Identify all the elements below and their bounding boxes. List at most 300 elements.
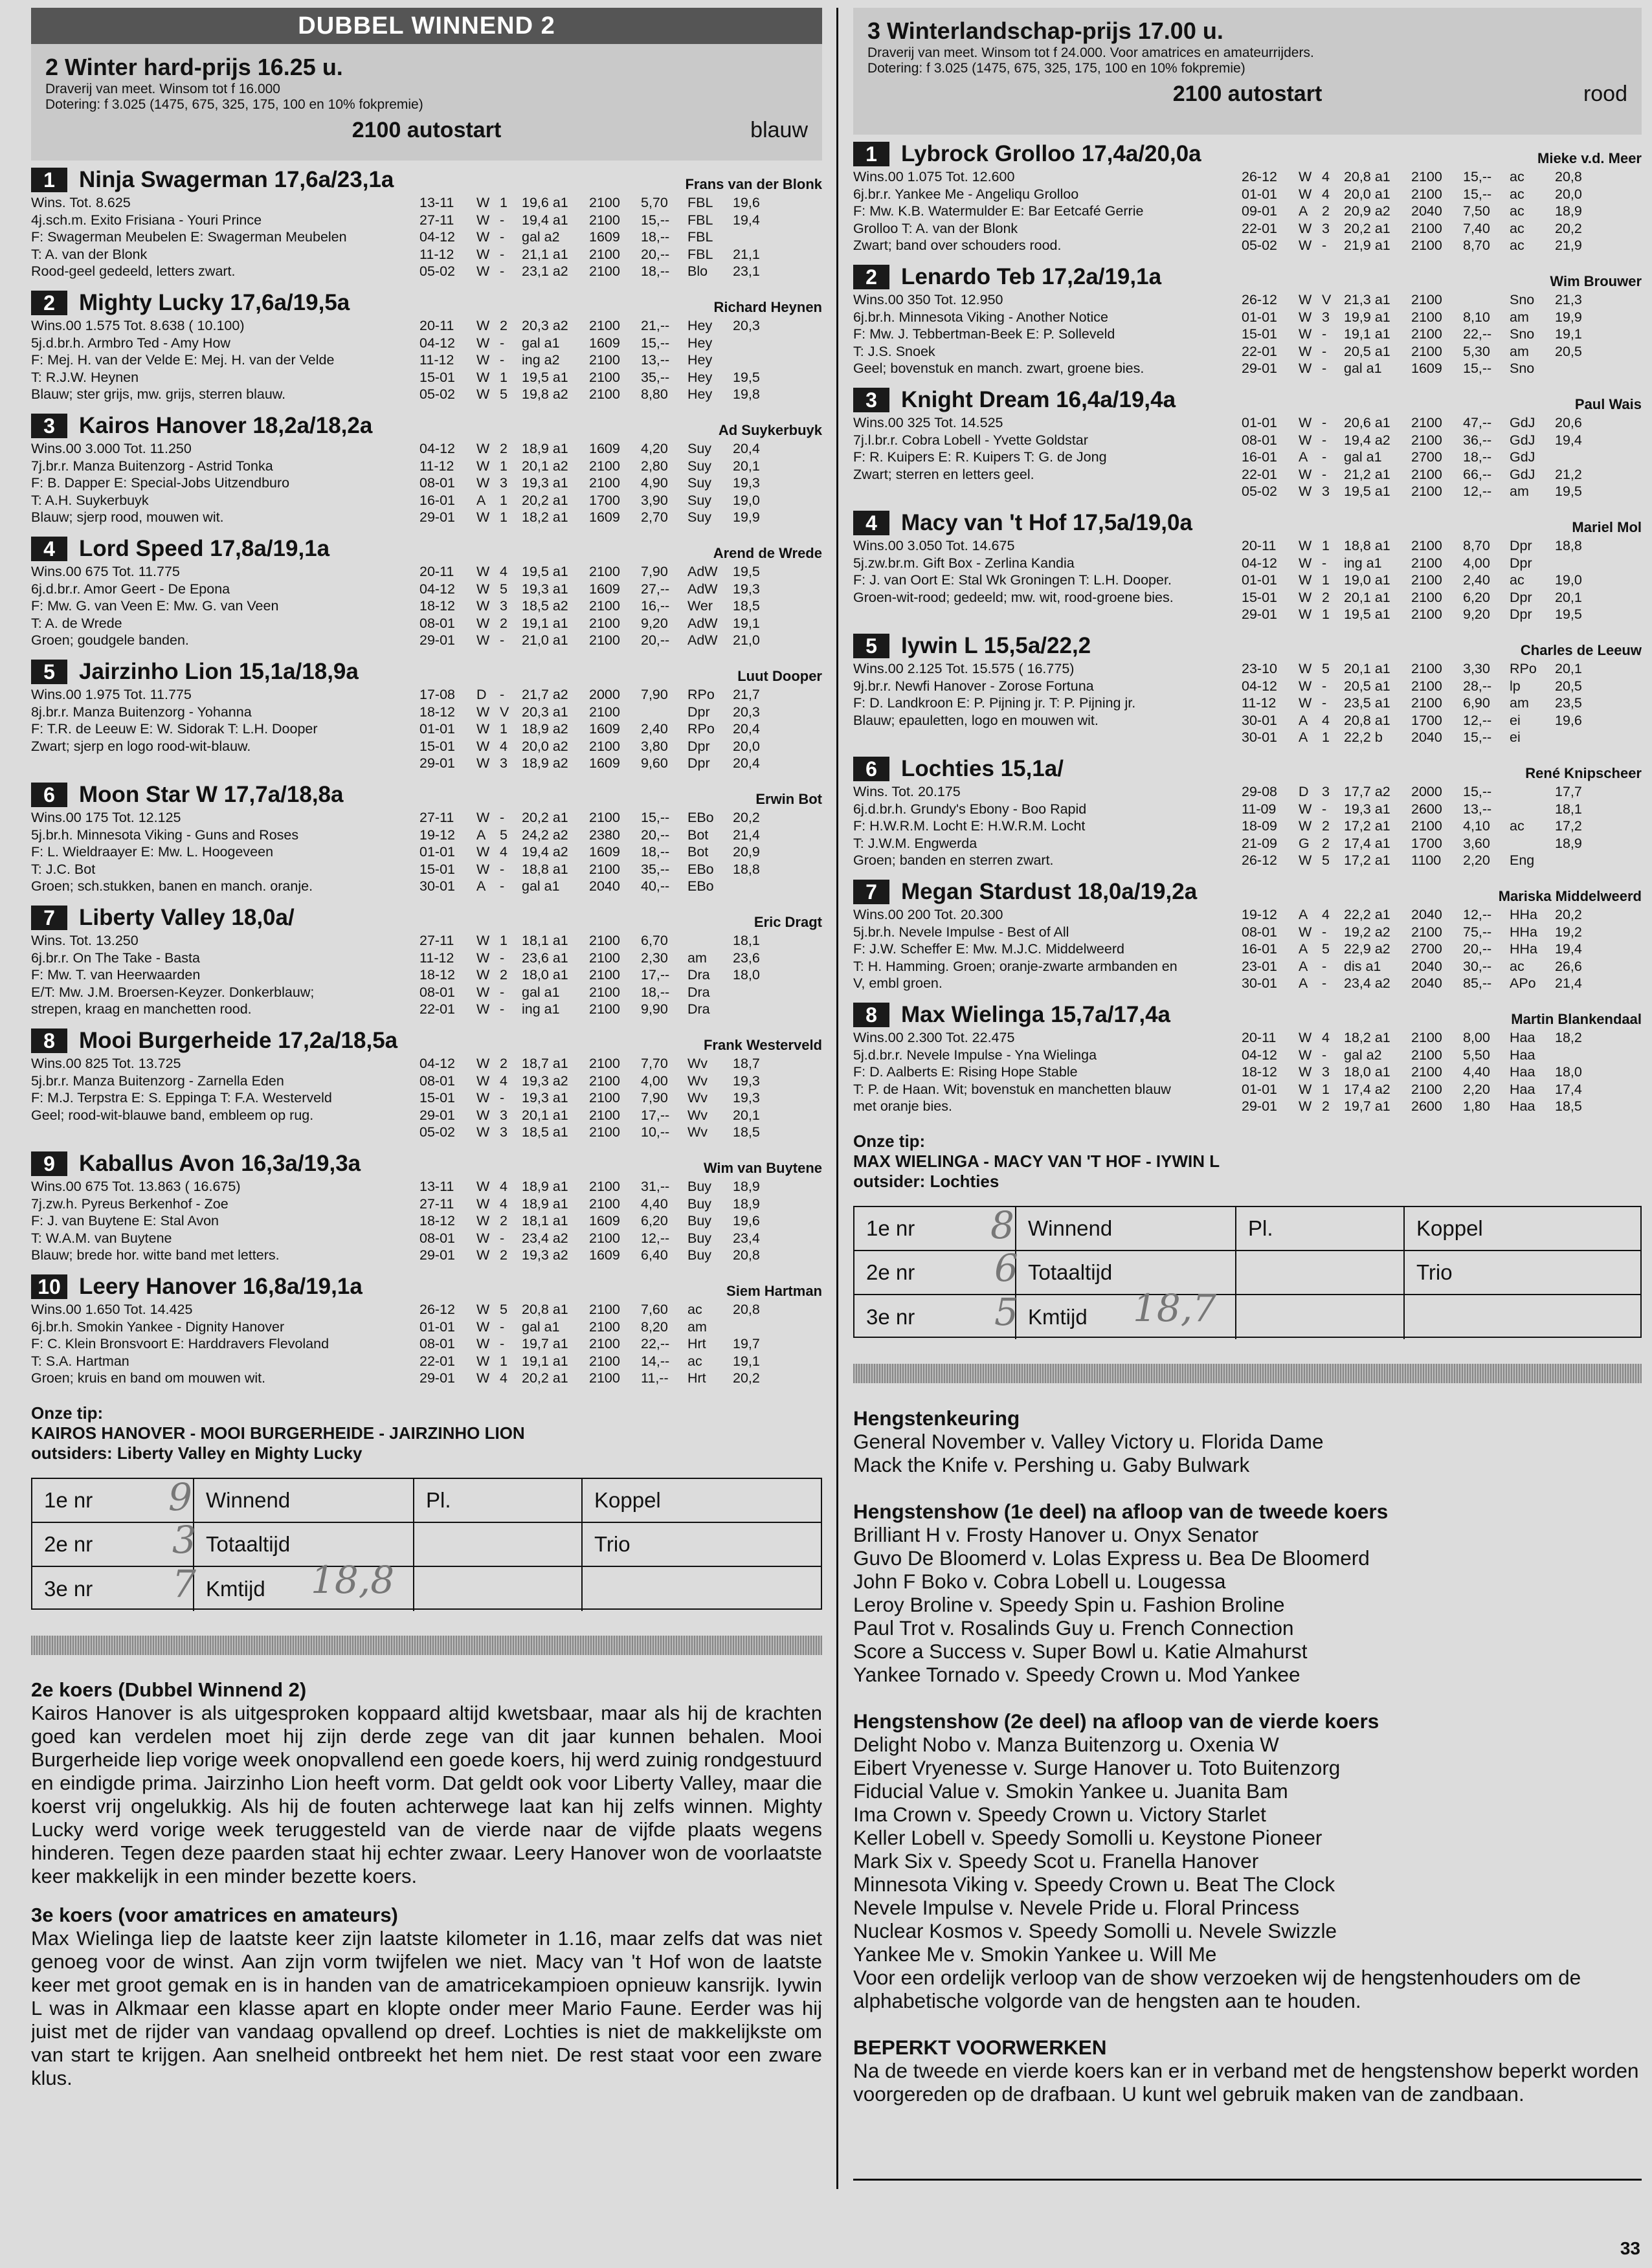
result-cell: Suy <box>687 492 712 508</box>
horse-entry <box>31 289 822 406</box>
result-cell: 2100 <box>1411 538 1442 553</box>
result-cell: 18,2 a1 <box>522 509 568 525</box>
info-line: 6j.br.r. On The Take - Basta <box>31 950 200 966</box>
start-number: 8 <box>853 1003 889 1027</box>
result-cell: 18,8 a1 <box>1344 538 1390 553</box>
driver-name: René Knipscheer <box>1525 765 1642 781</box>
result-cell: 17,4 <box>1555 1081 1582 1097</box>
result-cell: Wv <box>687 1107 708 1123</box>
result-cell: Suy <box>687 441 712 456</box>
page-number: 33 <box>1620 2238 1640 2258</box>
result-cell: 1 <box>500 195 508 210</box>
result-cell: 16-01 <box>419 492 455 508</box>
result-cell: - <box>500 263 505 279</box>
result-cell: G <box>1299 835 1310 851</box>
horse-name: Liberty Valley 18,0a/ <box>79 905 295 930</box>
result-cell: 15,-- <box>641 810 670 825</box>
horse-entry <box>31 535 822 652</box>
horse-info <box>31 1055 419 1141</box>
result-row <box>1242 343 1642 361</box>
result-cell: A <box>1299 975 1308 991</box>
result-cell: 12,-- <box>1463 484 1492 499</box>
horse-details <box>31 194 822 280</box>
result-cell: 20,1 a2 <box>522 458 568 474</box>
results-table <box>419 1178 822 1264</box>
info-line: F: M.J. Terpstra E: S. Eppinga T: F.A. Westerveld <box>31 1090 332 1106</box>
result-cell: 5 <box>500 386 508 402</box>
horse-heading <box>853 632 1642 660</box>
horse-details <box>31 563 822 649</box>
result-row <box>419 1212 822 1230</box>
result-cell: 8,80 <box>641 386 668 402</box>
result-cell: 23-10 <box>1242 661 1277 676</box>
result-row <box>1242 729 1642 746</box>
info-line: 5j.br.h. Nevele Impulse - Best of All <box>853 924 1069 940</box>
results-table <box>1242 906 1642 992</box>
section-line: Eibert Vryenesse v. Surge Hanover u. Toto Buitenzorg <box>853 1756 1341 1779</box>
result-row <box>1242 1063 1642 1081</box>
result-cell: 4,00 <box>641 1073 668 1089</box>
result-cell: - <box>500 1090 505 1106</box>
result-cell: A <box>1299 941 1308 957</box>
result-cell: Suy <box>687 458 712 474</box>
result-cell: Hey <box>687 335 713 351</box>
result-cell: 12,-- <box>1463 907 1492 922</box>
result-cell: 2100 <box>589 861 620 877</box>
horse-name: Knight Dream 16,4a/19,4a <box>901 387 1176 412</box>
result-cell: W <box>476 318 490 333</box>
result-cell: 3 <box>500 755 508 771</box>
horse-info <box>853 783 1242 869</box>
result-cell: Sno <box>1510 361 1535 376</box>
result-cell: 20,2 a1 <box>522 1370 568 1386</box>
result-cell: 18,1 <box>1555 801 1582 817</box>
result-cell: 4,00 <box>1463 555 1490 571</box>
result-cell: 1609 <box>589 844 620 860</box>
result-cell: W <box>476 1001 490 1017</box>
result-cell: 18,5 <box>1555 1098 1582 1114</box>
result-cell: 23-01 <box>1242 958 1277 974</box>
result-cell: W <box>476 861 490 877</box>
result-cell: Haa <box>1510 1030 1535 1045</box>
horse-entry <box>31 1027 822 1144</box>
result-cell: 2600 <box>1411 801 1442 817</box>
result-cell: 17,-- <box>641 967 670 983</box>
results-table <box>1242 168 1642 254</box>
info-line: T: J.S. Snoek <box>853 343 935 359</box>
result-cell: 15,-- <box>1463 169 1492 184</box>
race-prize: Dotering: f 3.025 (1475, 675, 325, 175, 100 en 10% fokpremie) <box>867 61 1245 76</box>
horse-details <box>853 1029 1642 1115</box>
bet-type-label: Pl. <box>1236 1207 1405 1251</box>
result-cell: Suy <box>687 475 712 491</box>
result-cell: 18-09 <box>1242 818 1277 834</box>
result-cell: 2100 <box>1411 186 1442 202</box>
section-line: John F Boko v. Cobra Lobell u. Lougessa <box>853 1570 1226 1593</box>
result-cell: ac <box>1510 169 1524 184</box>
result-cell: 18,1 <box>733 933 760 948</box>
result-row <box>419 386 822 403</box>
horse-list <box>853 140 1642 1118</box>
horse-heading <box>31 658 822 686</box>
result-cell: 20,1 a1 <box>522 1107 568 1123</box>
result-cell: 20-11 <box>1242 1030 1277 1045</box>
bet-type-label: Totaaltijd <box>194 1523 414 1567</box>
horse-info <box>853 906 1242 992</box>
result-row <box>1242 309 1642 326</box>
result-cell: 18,5 <box>733 1124 760 1140</box>
result-row <box>419 1195 822 1213</box>
info-line: 4j.sch.m. Exito Frisiana - Youri Prince <box>31 212 262 228</box>
info-line: Wins.00 2.125 Tot. 15.575 ( 16.775) <box>853 661 1075 676</box>
start-number: 1 <box>853 142 889 166</box>
result-cell: 21,1 <box>733 246 760 262</box>
result-cell: 15,-- <box>641 335 670 351</box>
horse-entry <box>853 140 1642 258</box>
result-cell: Hey <box>687 369 713 385</box>
result-cell: W <box>1299 818 1312 834</box>
result-cell: am <box>1510 695 1529 711</box>
result-cell: 20,1 <box>733 458 760 474</box>
result-cell: 20,2 <box>733 810 760 825</box>
result-cell: 20,0 a1 <box>1344 186 1390 202</box>
result-cell: W <box>476 246 490 262</box>
result-cell: Blo <box>687 263 708 279</box>
driver-name: Eric Dragt <box>753 914 822 930</box>
result-cell: 2 <box>500 318 508 333</box>
result-cell: W <box>476 950 490 966</box>
result-row <box>1242 168 1642 186</box>
result-cell: 27-11 <box>419 933 454 948</box>
result-cell: 15-01 <box>419 861 455 877</box>
result-cell: 20,1 a1 <box>1344 589 1390 605</box>
horse-name: Ninja Swagerman 17,6a/23,1a <box>79 167 394 192</box>
result-cell: - <box>500 878 505 894</box>
info-line: Groen; goudgele banden. <box>31 632 189 648</box>
info-line: F: Mw. G. van Veen E: Mw. G. van Veen <box>31 598 279 614</box>
result-cell: 2100 <box>589 1302 620 1317</box>
result-row <box>419 1124 822 1141</box>
result-cell: 2100 <box>589 369 620 385</box>
result-cell: 01-01 <box>1242 309 1277 325</box>
result-cell <box>1555 852 1600 869</box>
horse-details <box>31 1178 822 1264</box>
result-cell: 19,5 <box>1555 484 1582 499</box>
result-cell: 2100 <box>1411 1064 1442 1080</box>
result-cell: 17,2 a1 <box>1344 852 1390 868</box>
result-cell: ac <box>687 1353 702 1369</box>
result-cell: 18,7 <box>733 1056 760 1071</box>
result-cell: 2040 <box>1411 907 1442 922</box>
result-cell: 21,7 a2 <box>522 687 568 702</box>
result-cell: 2600 <box>1411 1098 1442 1114</box>
row-label: 3e nr <box>32 1567 194 1611</box>
result-cell: W <box>476 810 490 825</box>
result-cell: AdW <box>687 581 718 597</box>
empty-cell <box>414 1567 583 1611</box>
result-cell: - <box>500 687 505 702</box>
race-title: 2 Winter hard-prijs 16.25 u. <box>45 54 343 80</box>
horse-entry <box>853 632 1642 750</box>
horse-name: Leery Hanover 16,8a/19,1a <box>79 1274 363 1299</box>
result-cell: 7,60 <box>641 1302 668 1317</box>
result-cell: 2100 <box>589 263 620 279</box>
result-cell: - <box>500 335 505 351</box>
section-line: Nuclear Kosmos v. Speedy Somolli u. Nevele Swizzle <box>853 1919 1337 1942</box>
result-cell: W <box>476 441 490 456</box>
race-start: 2100 autostart <box>1172 82 1323 106</box>
result-cell: 20,2 <box>1555 220 1582 236</box>
result-cell: 2100 <box>1411 466 1442 482</box>
race-prize: Dotering: f 3.025 (1475, 675, 325, 175, 100 en 10% fokpremie) <box>45 97 423 112</box>
info-line: 9j.br.r. Newfi Hanover - Zorose Fortuna <box>853 678 1094 694</box>
bet-type-label: Winnend <box>1016 1207 1236 1251</box>
result-cell: 1609 <box>589 1213 620 1228</box>
result-cell: Dpr <box>687 704 710 720</box>
result-cell: W <box>1299 220 1312 236</box>
tip-outsider: outsider: Lochties <box>853 1172 999 1191</box>
result-cell: 29-01 <box>1242 1098 1277 1114</box>
horse-info <box>31 563 419 649</box>
result-cell: W <box>476 564 490 579</box>
start-number: 4 <box>31 537 67 561</box>
result-row <box>1242 852 1642 869</box>
result-row <box>1242 924 1642 941</box>
results-table <box>419 317 822 403</box>
result-cell: 30-01 <box>1242 975 1277 991</box>
result-cell: EBo <box>687 878 714 894</box>
result-cell: 2040 <box>1411 975 1442 991</box>
result-cell: ac <box>1510 572 1524 588</box>
result-cell: 3,80 <box>641 738 668 754</box>
info-line: Blauw; epauletten, logo en mouwen wit. <box>853 712 1099 728</box>
result-cell: ing a2 <box>522 352 560 368</box>
result-cell: 1609 <box>589 441 620 456</box>
result-cell: FBL <box>687 229 713 245</box>
result-cell: 17,-- <box>641 1107 670 1123</box>
result-row <box>1242 237 1642 254</box>
result-cell: - <box>1322 924 1327 940</box>
result-cell: 08-01 <box>419 984 455 1000</box>
info-line: T: S.A. Hartman <box>31 1353 129 1369</box>
horse-list <box>31 166 822 1390</box>
result-cell: W <box>476 509 490 525</box>
section-heading: Hengstenkeuring <box>853 1406 1020 1430</box>
result-row <box>419 1001 822 1018</box>
row-label: 3e nr <box>854 1295 1016 1339</box>
result-cell: 22-01 <box>419 1001 455 1017</box>
race-colour: rood <box>1583 82 1627 106</box>
start-number: 5 <box>853 634 889 658</box>
result-cell: Hey <box>687 352 713 368</box>
result-cell: D <box>476 687 487 702</box>
result-cell: 17,2 a1 <box>1344 818 1390 834</box>
result-cell: 2040 <box>1411 203 1442 219</box>
result-cell: 21,4 <box>733 827 760 843</box>
result-cell: 29-01 <box>1242 361 1277 376</box>
info-line: 8j.br.r. Manza Buitenzorg - Yohanna <box>31 704 252 720</box>
result-row <box>419 458 822 475</box>
result-row <box>419 984 822 1001</box>
result-cell: - <box>1322 326 1327 342</box>
result-cell: 22-01 <box>1242 220 1277 236</box>
section-line: Minnesota Viking v. Speedy Crown u. Beat The Clock <box>853 1873 1335 1896</box>
horse-info <box>31 440 419 526</box>
result-cell: 29-01 <box>1242 606 1277 622</box>
result-cell: 2100 <box>589 933 620 948</box>
result-cell: 6,20 <box>1463 589 1490 605</box>
info-line: 6j.br.r. Yankee Me - Angeliqu Grolloo <box>853 186 1079 202</box>
result-cell: 1609 <box>589 1247 620 1263</box>
info-line: T: W.A.M. van Buytene <box>31 1230 172 1246</box>
race-header <box>31 44 822 161</box>
result-cell: 2100 <box>1411 661 1442 676</box>
result-cell: ei <box>1510 712 1521 728</box>
horse-info <box>853 414 1242 500</box>
result-cell: 01-01 <box>1242 572 1277 588</box>
result-cell: 18,2 <box>1555 1030 1582 1045</box>
result-cell: 21,0 a1 <box>522 632 568 648</box>
result-row <box>419 950 822 967</box>
result-cell: Haa <box>1510 1081 1535 1097</box>
result-cell: A <box>476 827 486 843</box>
result-cell: EBo <box>687 810 714 825</box>
result-cell: 5 <box>500 827 508 843</box>
result-cell: dis a1 <box>1344 958 1381 974</box>
result-cell: 2 <box>1322 203 1330 219</box>
result-cell: Wv <box>687 1124 708 1140</box>
info-line: strepen, kraag en manchetten rood. <box>31 1001 252 1017</box>
result-cell: Dpr <box>1510 538 1532 553</box>
start-number: 7 <box>853 880 889 904</box>
result-row <box>1242 1098 1642 1115</box>
result-row <box>419 563 822 581</box>
result-cell: 18-12 <box>419 598 455 614</box>
result-cell: - <box>1322 1047 1327 1063</box>
result-cell: am <box>687 950 707 966</box>
result-cell: 11,-- <box>641 1370 669 1386</box>
horse-entry <box>853 755 1642 873</box>
result-cell: - <box>500 984 505 1000</box>
result-row <box>1242 940 1642 958</box>
result-cell: A <box>1299 958 1308 974</box>
result-cell: 2040 <box>1411 958 1442 974</box>
result-cell: 2,20 <box>1463 852 1490 868</box>
info-line: Geel; bovenstuk en manch. zwart, groene bies. <box>853 361 1144 376</box>
horse-name: Lochties 15,1a/ <box>901 756 1064 781</box>
section-line: Brilliant H v. Frosty Hanover u. Onyx Senator <box>853 1523 1259 1546</box>
result-cell: 2100 <box>589 598 620 614</box>
result-cell: 19,5 a1 <box>522 564 568 579</box>
divider-stripe <box>31 1636 822 1655</box>
horse-entry <box>853 1001 1642 1118</box>
result-cell: 20,8 a1 <box>522 1302 568 1317</box>
driver-name: Wim van Buytene <box>703 1160 822 1176</box>
result-cell: Buy <box>687 1195 712 1212</box>
result-cell: 1 <box>1322 606 1330 622</box>
result-cell: 19,3 a1 <box>1344 801 1390 817</box>
article-paragraph: Kairos Hanover is als uitgesproken koppaard altijd kwetsbaar, maar als hij de krachten goed kan verdelen moet hij zijn derde zege van dit jaar kunnen behalen. Mooi Burgerheide liep vorige week onopvallend een goede koers, hij werd zuinig rondgestuurd en eindigde prima. Jairzinho Lion heeft vorm. Dat geldt ook voor Liberty Valley, maar die koerst vrij ongelukkig. Als hij de fouten achterwege laat kan hij zelfs winnen. Mighty Lucky werd vorige week teruggesteld van de vierde naar de vijfde plaats wegens hinderen. Tegen deze paarden staat hij echter zwaar. Leery Hanover won de voorlaatste keer makkelijk in een minder bezette koers. <box>31 1702 822 1887</box>
result-cell: 2380 <box>589 827 620 843</box>
result-cell: 18,-- <box>641 263 670 279</box>
result-cell: 13-11 <box>419 195 454 210</box>
result-row <box>419 1301 822 1318</box>
result-cell <box>1555 1047 1600 1064</box>
result-cell: 7,90 <box>641 564 668 579</box>
result-cell: 4 <box>1322 186 1330 202</box>
result-cell: 2100 <box>589 1107 620 1123</box>
horse-heading <box>853 263 1642 291</box>
result-cell: 09-01 <box>1242 203 1277 219</box>
result-cell: ac <box>1510 238 1524 253</box>
result-cell: 16-01 <box>1242 941 1277 957</box>
result-cell: 3,90 <box>641 492 668 508</box>
result-cell: 9,20 <box>1463 606 1490 622</box>
result-cell: 7,40 <box>1463 220 1490 236</box>
info-line: Wins. Tot. 13.250 <box>31 933 139 948</box>
info-line: F: D. Aalberts E: Rising Hope Stable <box>853 1064 1078 1080</box>
horse-info <box>31 1178 419 1264</box>
result-cell: 20,9 <box>733 844 760 860</box>
race-start: 2100 autostart <box>352 118 502 142</box>
result-cell: W <box>476 632 490 648</box>
result-cell: 2100 <box>589 458 620 474</box>
result-cell: W <box>476 755 490 771</box>
start-number: 5 <box>31 660 67 684</box>
result-cell: 20,2 <box>733 1370 760 1386</box>
result-cell: 1 <box>500 458 508 474</box>
info-line: Wins.00 1.075 Tot. 12.600 <box>853 169 1015 184</box>
result-cell: AdW <box>687 615 718 631</box>
result-cell: 2100 <box>1411 484 1442 499</box>
horse-entry <box>31 904 822 1021</box>
result-cell: 3 <box>1322 1064 1330 1080</box>
result-cell: W <box>476 458 490 474</box>
result-cell: 19,3 <box>733 1073 760 1089</box>
info-line: F: Swagerman Meubelen E: Swagerman Meubelen <box>31 229 347 245</box>
start-number: 8 <box>31 1028 67 1053</box>
result-cell: 29-01 <box>419 1247 455 1263</box>
result-cell: 01-01 <box>419 1318 455 1335</box>
result-cell: ac <box>1510 818 1524 834</box>
result-cell: 18,9 <box>733 1195 760 1212</box>
result-cell: W <box>1299 238 1312 253</box>
result-cell: 9,60 <box>641 755 668 771</box>
info-line: F: Mej. H. van der Velde E: Mej. H. van der Velde <box>31 352 335 368</box>
result-cell: 4 <box>1322 169 1330 184</box>
result-cell: Sno <box>1510 326 1535 342</box>
result-cell: 6,20 <box>641 1213 668 1228</box>
info-line: Wins.00 3.050 Tot. 14.675 <box>853 538 1015 553</box>
result-cell: 11-12 <box>419 246 454 262</box>
result-cell: 15-01 <box>1242 589 1277 605</box>
tip-line: MAX WIELINGA - MACY VAN 'T HOF - IYWIN L <box>853 1151 1220 1171</box>
horse-info <box>31 932 419 1018</box>
result-cell: 19,7 a1 <box>522 1336 568 1351</box>
result-cell: 2 <box>500 615 508 631</box>
result-cell <box>733 984 778 1001</box>
result-cell: 21,1 a1 <box>522 246 568 262</box>
announcement-section <box>853 2036 1642 2106</box>
result-cell: 2 <box>500 967 508 983</box>
result-row <box>1242 483 1642 500</box>
start-number: 10 <box>31 1274 67 1299</box>
result-cell <box>733 228 778 246</box>
result-cell: A <box>476 878 486 894</box>
result-cell: Wv <box>687 1056 708 1071</box>
result-cell: W <box>476 229 490 245</box>
result-cell: 7,50 <box>1463 203 1490 219</box>
